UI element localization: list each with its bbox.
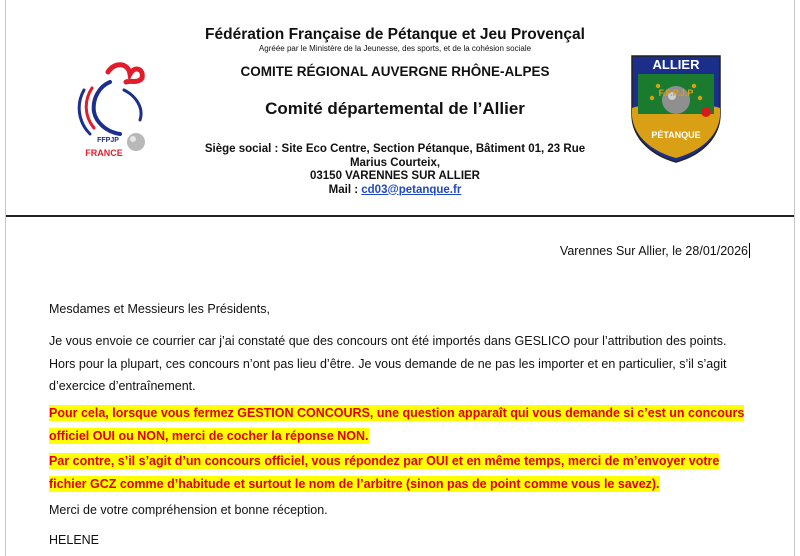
ffpjp-france-logo [70,60,160,165]
logo-ffpjp-text: FFPJP [97,137,119,144]
allier-shield-icon [628,52,724,164]
address-line-2: Marius Courteix, [349,156,441,169]
date-text: Varennes Sur Allier, le 28/01/2026 [559,244,748,258]
header-separator [6,215,794,217]
department-committee: Comité départemental de l’Allier [265,99,525,118]
paragraph-1: Je vous envoie ce courrier car j’ai constaté que des concours ont été importés dans GESLICO pour l’attribution des points. Hors pour la plupart, ces concours n’ont pas lieu d’être. Je vous demande de ne pas les importer et en particulier, s’il s’agit d’exercice d’entraînement. [49,334,727,393]
greeting: Mesdames et Messieurs les Présidents, [49,302,270,316]
address-line-1: Siège social : Site Eco Centre, Section Pétanque, Bâtiment 01, 23 Rue [204,143,586,155]
mail-line [190,184,600,198]
thanks-line: Merci de votre compréhension et bonne réception. [49,503,328,517]
highlighted-text-1: Pour cela, lorsque vous fermez GESTION CONCOURS, une question apparaît qui vous demande si c’est un concours officiel OUI ou NON, merci de cocher la réponse NON. [49,406,745,443]
mail-label: Mail : [328,183,362,196]
mail-link[interactable]: cd03@petanque.fr [361,183,462,196]
address-line-3: 03150 VARENNES SUR ALLIER [310,170,480,182]
letter-date[interactable] [560,243,750,258]
allier-petanque-logo [628,52,724,164]
page-left-border [5,0,6,556]
signature: HELENE [49,533,100,547]
highlighted-text-2: Par contre, s’il s’agit d’un concours officiel, vous répondez par OUI et en même temps, merci de m’envoyer votre fichier GCZ comme d’habitude et surtout le nom de l’arbitre (sinon pas de point comme vous le savez). [49,454,720,491]
rooster-logo-icon [70,60,160,165]
logo-petanque-text: PÉTANQUE [651,130,701,140]
highlight-paragraph-1 [49,402,754,447]
head-office-address [190,143,600,197]
highlight-paragraph-2 [49,450,754,495]
text-cursor [749,243,750,258]
logo-ffpjp-shield-text: F.F.P.J.P [658,88,694,98]
federation-title: Fédération Française de Pétanque et Jeu Provençal [205,26,585,43]
federation-subtitle: Agréée par le Ministère de la Jeunesse, des sports, et de la cohésion sociale [258,44,532,53]
regional-committee: COMITE RÉGIONAL AUVERGNE RHÔNE-ALPES [240,64,550,79]
page-right-border [794,0,795,556]
logo-france-text: FRANCE [85,148,123,158]
logo-allier-text: ALLIER [652,57,700,72]
